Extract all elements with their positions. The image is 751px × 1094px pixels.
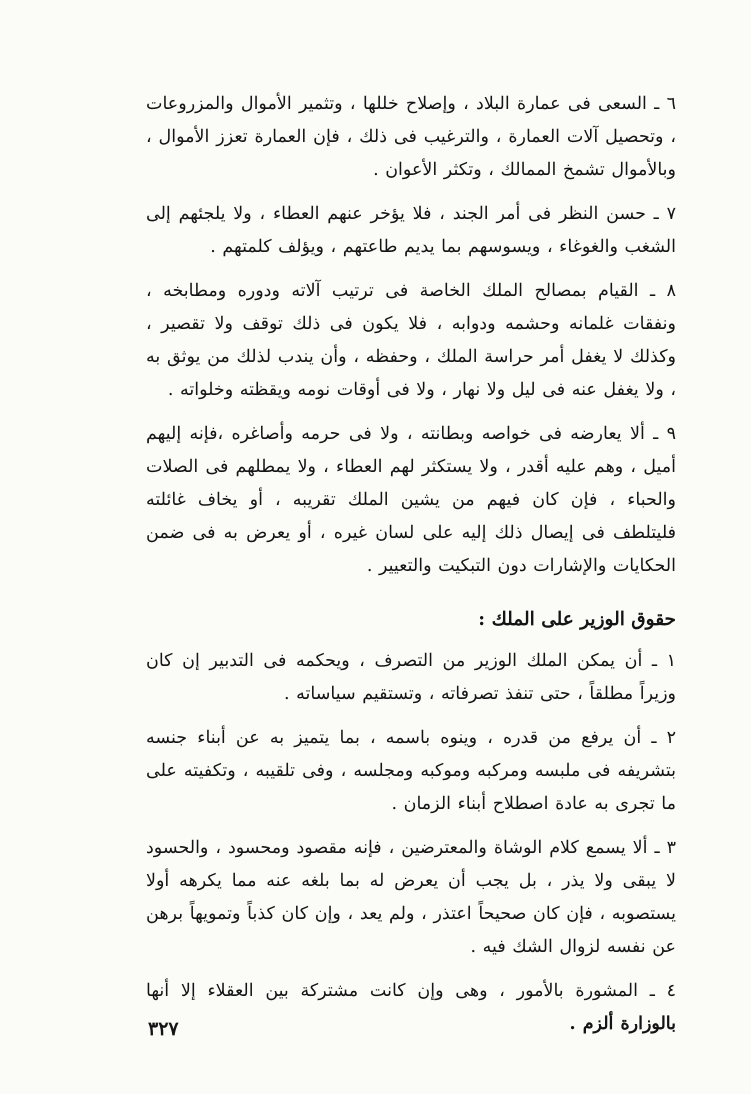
paragraph-8: ٨ ـ القيام بمصالح الملك الخاصة فى ترتيب آلاته ودوره ومطابخه ، ونفقات غلمانه وحشمه ودوابه ، فلا يكون فى ذلك توقف ولا تقصير ، وكذلك لا يغفل أمر حراسة الملك ، وحفظه ، وأن يندب لذلك من يوثق به ، ولا يغفل عنه فى ليل ولا نهار ، ولا فى أوقات نومه ويقظته وخلواته . [146,281,676,400]
right-item-4 [146,975,676,1041]
page-number: ٣٢٧ [148,1018,179,1040]
section-heading: حقوق الوزير على الملك : [478,609,676,630]
right-item-1: ١ ـ أن يمكن الملك الوزير من التصرف ، ويحكمه فى التدبير إن كان وزيراً مطلقاً ، حتى تنفذ تصرفاته ، وتستقيم سياساته . [146,651,676,704]
right-item-3: ٣ ـ ألا يسمع كلام الوشاة والمعترضين ، فإنه مقصود ومحسود ، والحسود لا يبقى ولا يذر ، بل يجب أن يعرض له بما بلغه عنه مما يكرهه أولا يستصوبه ، فإن كان صحيحاً اعتذر ، ولم يعد ، وإن كان كذباً وتمويهاً برهن عن نفسه لزوال الشك فيه . [146,838,676,957]
right-item-2: ٢ ـ أن يرفع من قدره ، وينوه باسمه ، بما يتميز به عن أبناء جنسه بتشريفه فى ملبسه ومركبه وموكبه ومجلسه ، وفى تلقيبه ، وتكفيته على ما تجرى به عادة اصطلاح أبناء الزمان . [146,728,676,814]
right-item-4-lead: ٤ ـ المشورة بالأمور ، وهى وإن كانت مشتركة بين العقلاء إلا أنها [146,981,676,1001]
paragraph-9: ٩ ـ ألا يعارضه فى خواصه وبطانته ، ولا فى حرمه وأصاغره ،فإنه إليهم أميل ، وهم عليه أقدر ، ولا يستكثر لهم العطاء ، ولا يمطلهم فى الصلات والحباء ، فإن كان فيهم من يشين الملك تقريبه ، أو يخاف غائلته فليتلطف فى إيصال ذلك إليه على لسان غيره ، أو يعرض به فى ضمن الحكايات والإشارات دون التبكيت والتعيير . [146,424,676,576]
paragraph-7: ٧ ـ حسن النظر فى أمر الجند ، فلا يؤخر عنهم العطاء ، ولا يلجئهم إلى الشغب والغوغاء ، ويسوسهم بما يديم طاعتهم ، ويؤلف كلمتهم . [146,204,676,257]
paragraph-6: ٦ ـ السعى فى عمارة البلاد ، وإصلاح خللها ، وتثمير الأموال والمزروعات ، وتحصيل آلات العمارة ، والترغيب فى ذلك ، فإن العمارة تعزز الأموال ، وبالأموال تشمخ الممالك ، وتكثر الأعوان . [146,94,676,180]
right-item-4-bold: بالوزارة ألزم . [569,1014,676,1034]
document-page [146,88,676,1052]
